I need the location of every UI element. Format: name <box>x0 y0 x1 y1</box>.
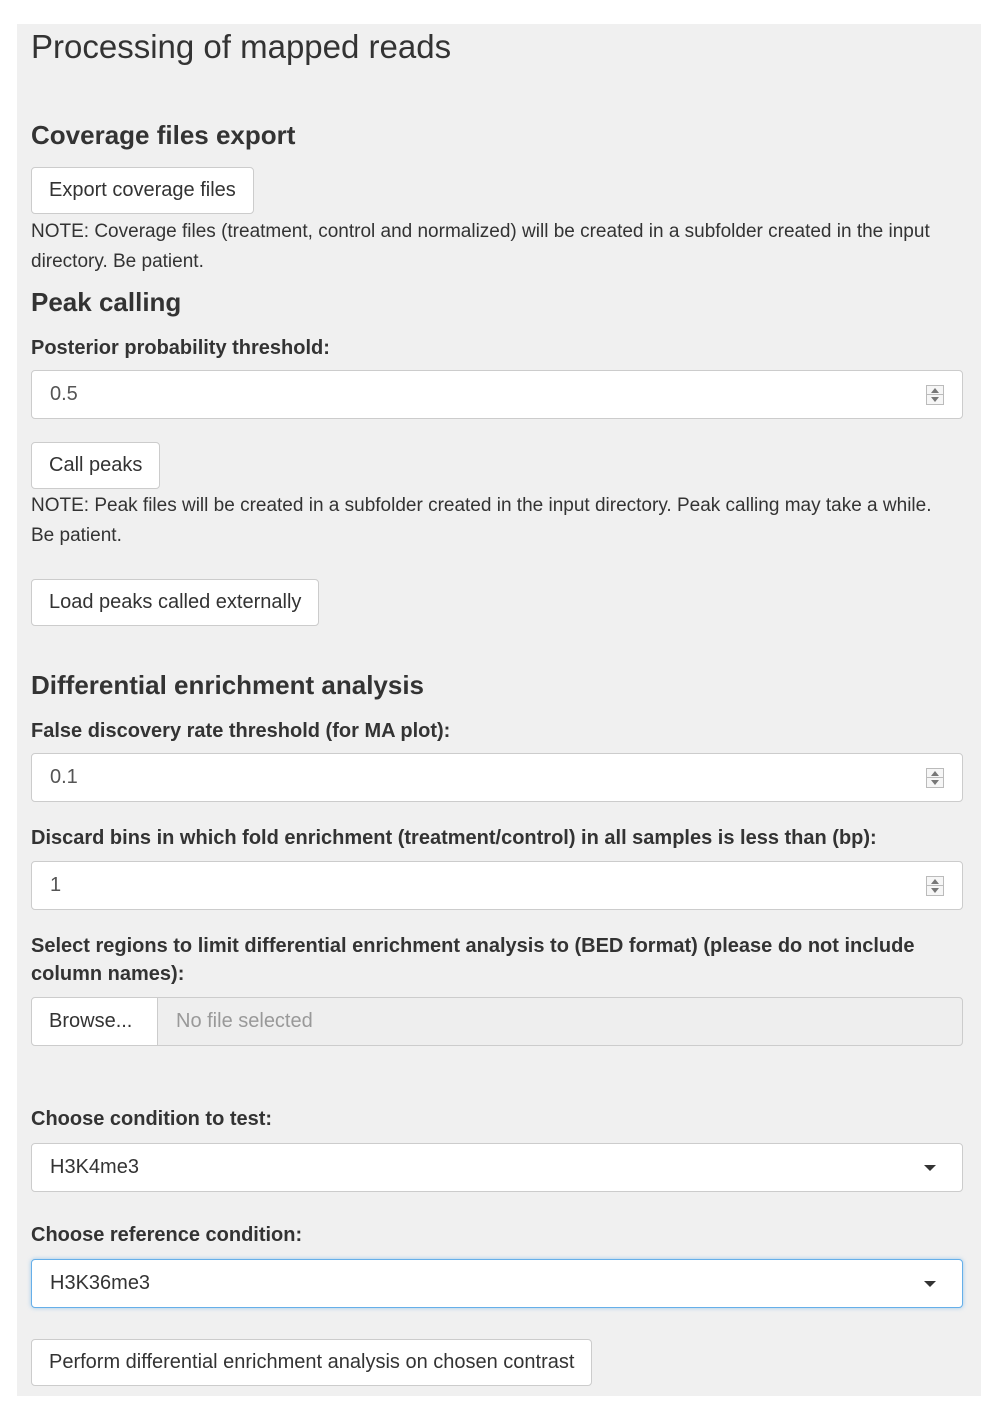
posterior-threshold-label: Posterior probability threshold: <box>31 337 330 359</box>
fdr-input[interactable] <box>31 753 963 802</box>
reference-condition-value: H3K36me3 <box>50 1272 151 1294</box>
page-title: Processing of mapped reads <box>31 28 452 65</box>
fdr-value: 0.1 <box>50 766 78 788</box>
coverage-section-title: Coverage files export <box>31 120 296 150</box>
test-condition-label: Choose condition to test: <box>31 1108 273 1130</box>
reference-condition-label: Choose reference condition: <box>31 1224 303 1246</box>
fdr-label: False discovery rate threshold (for MA plot): <box>31 720 451 742</box>
number-spinner-icon[interactable] <box>926 385 944 405</box>
number-spinner-icon[interactable] <box>926 768 944 788</box>
fold-enrichment-label: Discard bins in which fold enrichment (treatment/control) in all samples is less than (bp): <box>31 827 877 849</box>
number-spinner-icon[interactable] <box>926 876 944 896</box>
posterior-threshold-value: 0.5 <box>50 383 78 405</box>
call-peaks-button[interactable]: Call peaks <box>31 442 160 489</box>
file-name-display: No file selected <box>157 997 963 1046</box>
fold-enrichment-value: 1 <box>50 874 62 896</box>
test-condition-select[interactable] <box>31 1143 963 1192</box>
export-coverage-button[interactable]: Export coverage files <box>31 167 254 214</box>
caret-down-icon <box>924 1165 936 1171</box>
sidebar-panel <box>17 24 981 1396</box>
regions-label: Select regions to limit differential enrichment analysis to (BED format) (please do not include column names): <box>31 935 915 985</box>
browse-button[interactable]: Browse... <box>31 997 158 1046</box>
load-peaks-button[interactable]: Load peaks called externally <box>31 579 319 626</box>
fold-enrichment-input[interactable] <box>31 861 963 910</box>
differential-section-title: Differential enrichment analysis <box>31 670 425 700</box>
peak-calling-note: NOTE: Peak files will be created in a subfolder created in the input directory. Peak calling may take a while. Be patient. <box>31 495 932 546</box>
regions-file-input[interactable] <box>31 997 963 1046</box>
test-condition-value: H3K4me3 <box>50 1156 139 1178</box>
caret-down-icon <box>924 1281 936 1287</box>
reference-condition-select[interactable] <box>31 1259 963 1308</box>
coverage-note: NOTE: Coverage files (treatment, control and normalized) will be created in a subfolder created in the input directory. Be patient. <box>31 221 930 272</box>
perform-analysis-button[interactable]: Perform differential enrichment analysis on chosen contrast <box>31 1339 592 1386</box>
peak-calling-section-title: Peak calling <box>31 287 182 317</box>
posterior-threshold-input[interactable] <box>31 370 963 419</box>
